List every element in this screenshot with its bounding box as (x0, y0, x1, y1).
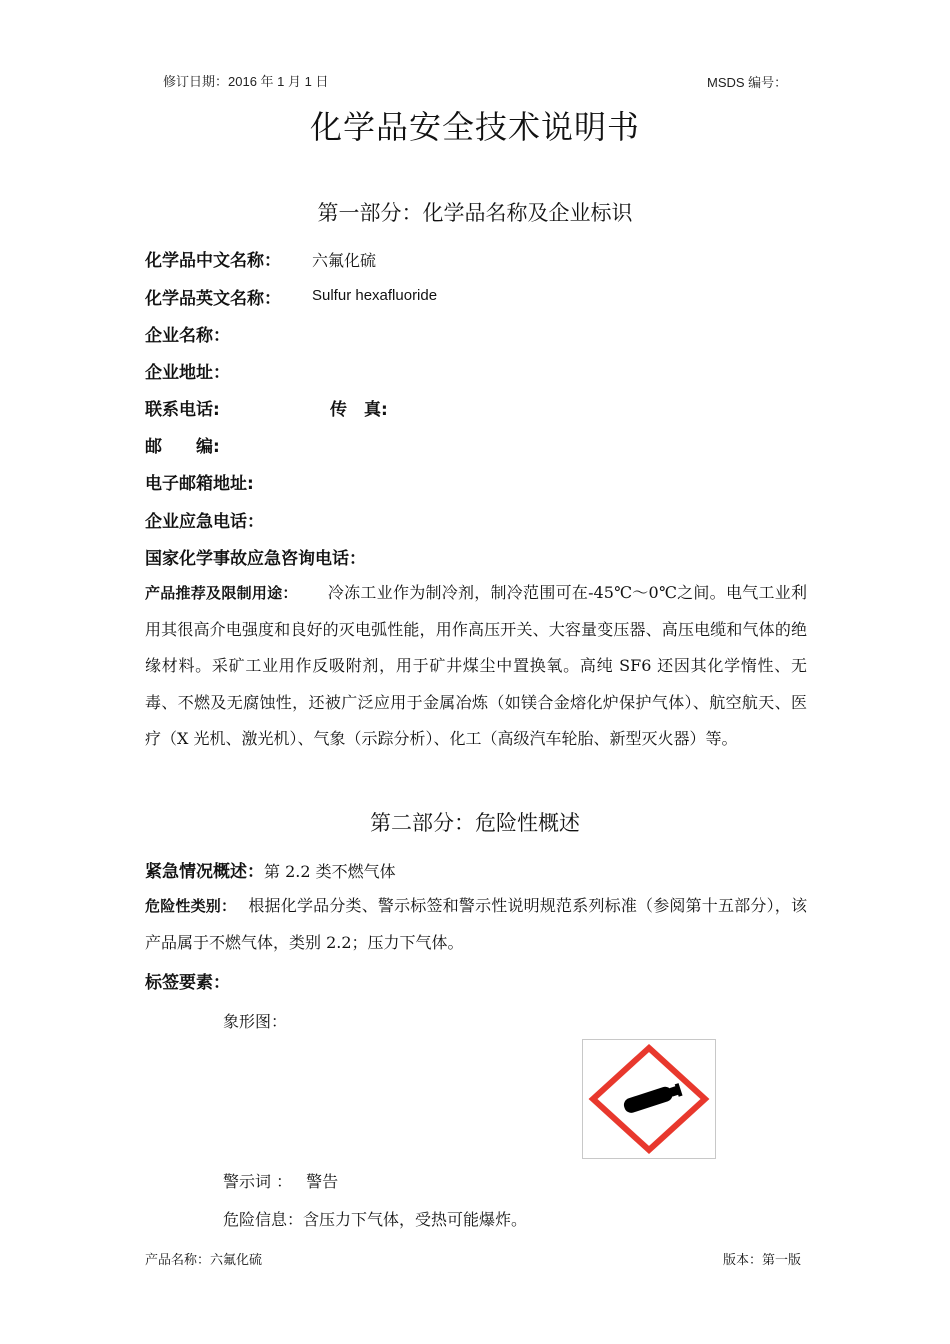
hazard-info-value: 含压力下气体，受热可能爆炸。 (303, 1210, 528, 1229)
usage-paragraph (145, 575, 807, 758)
emergency-overview-row (145, 857, 396, 882)
company-label: 企业名称： (145, 326, 230, 346)
hazard-class-paragraph (145, 888, 807, 961)
footer-product-name: 产品名称：六氟化硫 (145, 1253, 263, 1268)
gas-cylinder-icon (583, 1040, 715, 1158)
address-label: 企业地址： (145, 363, 230, 383)
signal-word-label: 警示词 ： (223, 1172, 293, 1191)
hazard-info-row (223, 1207, 527, 1230)
usage-text: 冷冻工业作为制冷剂，制冷范围可在-45℃～0℃之间。电气工业利用其很高介电强度和良好的灭电弧性能，用作高压开关、大容量变压器、高压电缆和气体的绝缘材料。采矿工业用作反吸附剂，用于矿井煤尘中置换氧。高纯 SF6 还因其化学惰性、无毒、不燃及无腐蚀性，还被广泛应用于金属冶炼（如镁合金熔化炉保护气体）、航空航天、医疗（X 光机、激光机）、气象（示踪分析）、化工（高级汽车轮胎、新型灭火器）等。 (145, 583, 807, 749)
signal-word-value: 警告 (306, 1172, 339, 1191)
en-name-value: Sulfur hexafluoride (312, 287, 438, 304)
label-elements-label: 标签要素： (145, 973, 230, 993)
signal-word-row (223, 1169, 338, 1192)
cn-name-value: 六氟化硫 (312, 251, 377, 270)
email-label: 电子邮箱地址: (145, 474, 254, 494)
document-title: 化学品安全技术说明书 (309, 108, 640, 146)
fax-label: 传 真: (330, 400, 388, 420)
national-hotline-label: 国家化学事故应急咨询电话： (145, 549, 366, 569)
emergency-phone-label: 企业应急电话： (145, 512, 264, 532)
gas-cylinder-pictogram (582, 1039, 716, 1159)
part2-heading: 第二部分：危险性概述 (370, 811, 580, 835)
emergency-overview-value: 第 2.2 类不燃气体 (264, 862, 396, 881)
pictogram-label: 象形图： (223, 1012, 288, 1031)
part1-heading: 第一部分：化学品名称及企业标识 (317, 201, 633, 225)
en-name-row (145, 284, 281, 309)
hazard-info-label: 危险信息： (223, 1210, 304, 1229)
revision-date: 修订日期：2016 年 1 月 1 日 (163, 74, 329, 89)
postcode-label: 邮 编: (145, 437, 220, 457)
msds-number: MSDS 编号： (707, 75, 788, 90)
footer-version: 版本：第一版 (723, 1253, 802, 1268)
usage-label: 产品推荐及限制用途： (145, 584, 298, 602)
hazard-class-text: 根据化学品分类、警示标签和警示性说明规范系列标准（参阅第十五部分），该产品属于不燃气体，类别 2.2；压力下气体。 (145, 896, 807, 952)
phone-label: 联系电话: (145, 400, 220, 420)
hazard-class-label: 危险性类别： (145, 897, 237, 915)
en-name-label: 化学品英文名称： (145, 289, 281, 309)
cn-name-label: 化学品中文名称： (145, 251, 281, 271)
emergency-overview-label: 紧急情况概述： (145, 862, 264, 882)
cn-name-row (145, 246, 281, 271)
